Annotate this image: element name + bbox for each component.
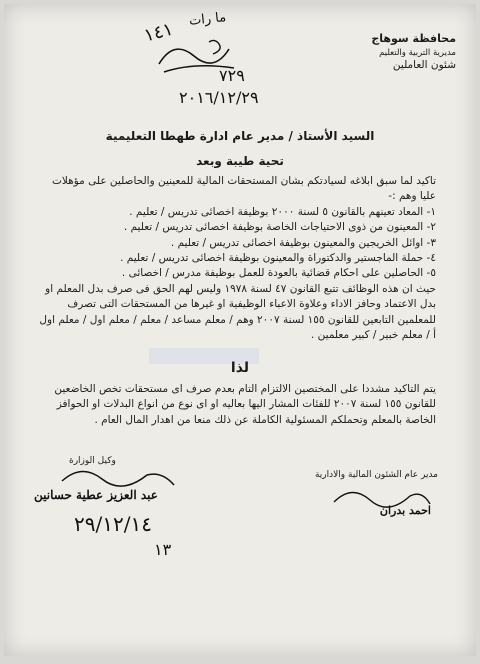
list-item: ١- المعاد تعينهم بالقانون ٥ لسنة ٢٠٠٠ بوظيفة اخصائى تدريس / تعليم .	[129, 205, 436, 218]
list-item: ٥- الحاصلين على احكام قضائية بالعودة للعمل بوظيفة مدرس / اخصائى .	[121, 267, 436, 280]
list-item: ٣- اوائل الخريجين والمعينون بوظيفة اخصائى تدريس / تعليم .	[170, 236, 436, 249]
handwritten-reference-date: ٢٠١٦/١٢/٢٩	[179, 88, 259, 107]
letterhead-directorate: مديرية التربية والتعليم	[379, 48, 456, 58]
handwritten-top-note: ما رات	[188, 10, 227, 29]
letterhead-block	[336, 32, 456, 71]
right-signatory-title: مدير عام الشئون المالية والادارية	[314, 470, 438, 480]
closing-paragraph: يتم التاكيد مشددا على المختصين الالتزام التام بعدم صرف اى مستحقات تخص الخاضعين للقانون ١٥٥ لسنة ٢٠٠٧ للفئات المشار اليها بعاليه او اى نوع من انواع البدلات او الحوافز الخاصة بالمعلم وتحملكم المسئولية الكاملة عن ذلك منعا من اهدار المال العام .	[54, 383, 436, 426]
handwritten-number: ١٣	[154, 540, 172, 559]
addressee-line: السيد الأستاذ / مدير عام ادارة طهطا التعليمية	[105, 129, 375, 143]
letter-body	[39, 174, 436, 343]
explanation-paragraph: حيث ان هذه الوظائف تتبع القانون ٤٧ لسنة ١٩٧٨ وليس لهم الحق فى صرف بدل المعلم او بدل الاعتماد وحافز الاداء وعلاوة الاعباء الوظيفية او غيرها من المستحقات التى تصرف للمعلمين التابعين للقانون ١٥٥ لسنة ٢٠٠٧ وهم / معلم مساعد / معلم / معلم اول / معلم اول أ / معلم خبير / كبير معلمين .	[39, 282, 436, 342]
document-page	[4, 4, 476, 656]
list-item: ٤- حملة الماجستير والدكتوراة والمعينون بوظيفة اخصائى تدريس / تعليم .	[120, 252, 436, 265]
handwritten-stamp-number: ١٤١	[141, 18, 176, 47]
left-signatory-title: وكيل الوزارة	[69, 456, 116, 466]
intro-paragraph: تاكيد لما سبق ابلاغه لسيادتكم بشان المستحقات المالية للمعينين والحاصلين على مؤهلات عليا وهم :-	[52, 175, 436, 203]
letterhead-governorate: محافظة سوهاج	[371, 32, 456, 45]
left-signature-scribble	[52, 459, 182, 499]
left-signatory-name: عبد العزيز عطية حسانين	[34, 488, 158, 502]
handwritten-date: ٢٩/١٢/١٤	[74, 512, 152, 536]
right-signature-scribble	[326, 482, 436, 516]
handwritten-reference-number: ٧٢٩	[219, 66, 245, 85]
letterhead-department: شئون العاملين	[392, 59, 456, 71]
greeting-line: تحية طيبة وبعد	[196, 154, 284, 168]
lidha-heading: لذا	[230, 360, 250, 376]
list-item: ٢- المعينون من ذوى الاحتياجات الخاصة بوظيفة اخصائى تدريس / تعليم .	[123, 221, 436, 234]
right-signatory-name: احمد بدران	[379, 504, 431, 517]
